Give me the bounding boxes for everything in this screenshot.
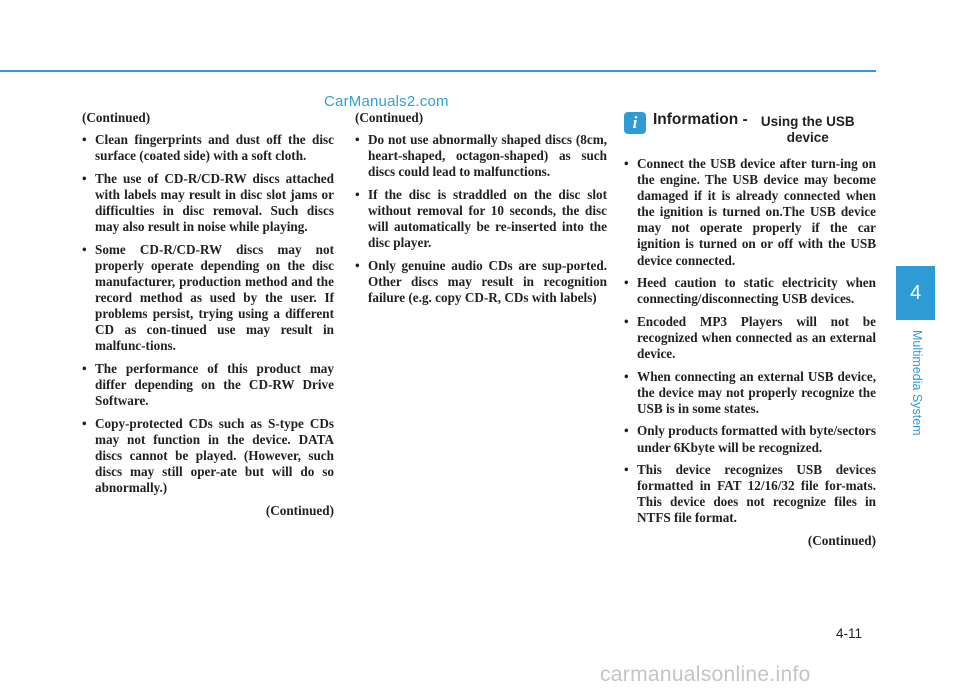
watermark-top[interactable]: CarManuals2.com: [324, 93, 449, 110]
continued-label: (Continued): [265, 502, 334, 518]
watermark-bottom[interactable]: carmanualsonline.info: [600, 663, 811, 686]
list-item: • Clean fingerprints and dust off the disc surface (coated side) with a soft cloth.: [82, 132, 334, 164]
list-item: • When connecting an external USB device, the device may not properly recognize the USB is in some states.: [624, 369, 876, 417]
info-icon: i: [624, 112, 646, 134]
list-item: • The performance of this product may differ depending on the CD-RW Drive Software.: [82, 361, 334, 409]
page-number: 4-11: [836, 626, 863, 641]
list-item: • Copy-protected CDs such as S-type CDs may not function in the device. DATA discs cannot be played. (However, such discs may still oper-ate but will do so abnormally.): [82, 416, 334, 496]
list-item: • Encoded MP3 Players will not be recognized when connected as an external device.: [624, 314, 876, 362]
continued-label: (Continued): [807, 532, 876, 548]
column-1: [82, 110, 334, 519]
list-item: • Some CD-R/CD-RW discs may not properly operate depending on the disc manufacturer, production method and the record method as used by the user. If problems persist, trying using a different CD as con-tinued use may result in malfunc-tions.: [82, 242, 334, 355]
info-subtitle: Using the USB device: [760, 114, 855, 145]
list-item: • Only products formatted with byte/sectors under 6Kbyte will be recognized.: [624, 423, 876, 455]
list-item: • Only genuine audio CDs are sup-ported. Other discs may result in recognition failure (e.g. copy CD-R, CDs with labels): [355, 258, 607, 306]
bullet-list: [355, 132, 607, 306]
bullet-list: [624, 156, 876, 526]
list-item: • This device recognizes USB devices formatted in FAT 12/16/32 file for-mats. This device does not recognize files in NTFS file format.: [624, 462, 876, 526]
information-heading: [624, 112, 876, 146]
column-2: [355, 110, 607, 313]
continued-label: (Continued): [355, 110, 424, 125]
chapter-label: Multimedia System: [910, 330, 924, 436]
chapter-tab: 4: [896, 266, 935, 320]
list-item: • Do not use abnormally shaped discs (8cm, heart-shaped, octagon-shaped) as such discs could lead to malfunctions.: [355, 132, 607, 180]
list-item: • If the disc is straddled on the disc slot without removal for 10 seconds, the disc will automatically be re-inserted into the disc player.: [355, 187, 607, 251]
column-3: [624, 112, 876, 549]
continued-label: (Continued): [82, 110, 151, 125]
header-rule: [0, 70, 876, 72]
list-item: • The use of CD-R/CD-RW discs attached with labels may result in disc slot jams or difficulties in disc removal. Such discs may also result in noise while playing.: [82, 171, 334, 235]
list-item: • Heed caution to static electricity when connecting/disconnecting USB devices.: [624, 275, 876, 307]
bullet-list: [82, 132, 334, 496]
list-item: • Connect the USB device after turn-ing on the engine. The USB device may become damaged if it is already connected when the ignition is turned on.The USB device may not operate properly if the car ignition is turned on or off with the USB device connected.: [624, 156, 876, 269]
info-title: Information -: [653, 111, 748, 128]
